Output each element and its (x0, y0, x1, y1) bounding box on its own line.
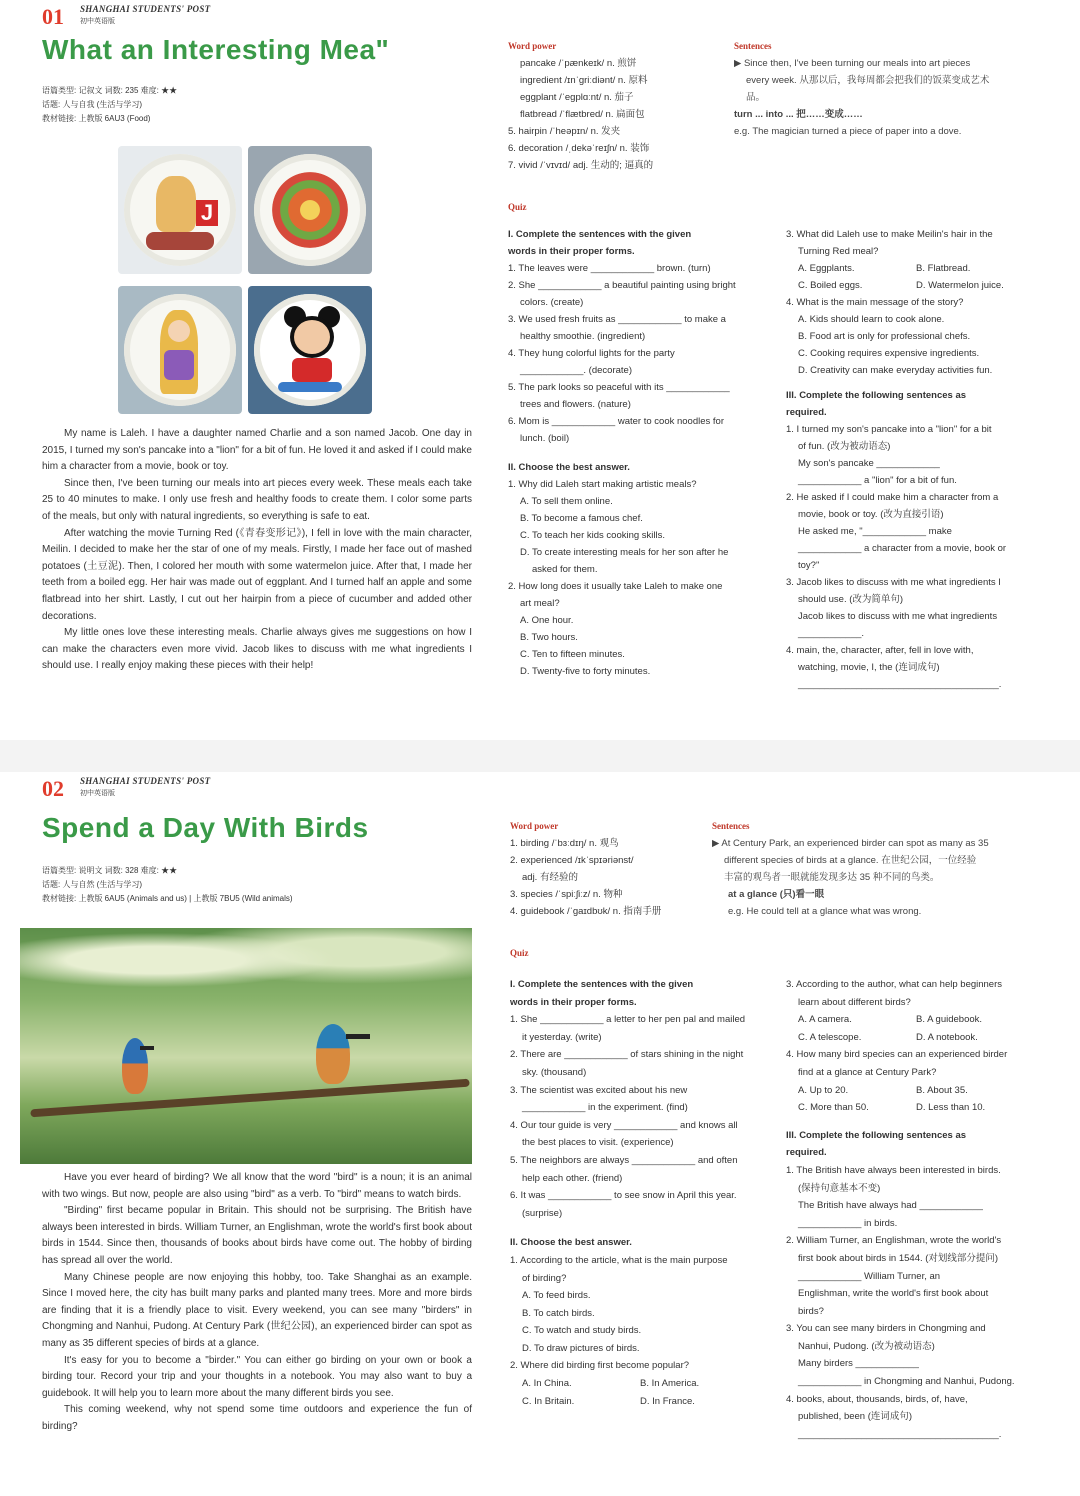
publication-subtitle: 初中英语版 (80, 18, 115, 25)
quiz-col-1: I. Complete the sentences with the given words in their proper forms. 1. She ____________ a letter to her pen pal and mailed it yesterday. (write) 2. There are ____________ of stars shining in the night sky. (thousand) 3. The scientist was excited about his new ____________ in the experiment. (find) 4. Our tour guide is very ____________ and knows all the best places to visit. (experience) 5. The neighbors are always ____________ and often help each other. (friend) 6. It was ____________ to see snow in April this year. (surprise) II. Choose the best answer. 1. According to the article, what is the main purpose of birding? A. To feed birds. B. To catch birds. C. To watch and study birds. D. To draw pictures of birds. 2. Where did birding first become popular? A. In China. B. In America. C. In Britain. D. In France. (510, 979, 746, 1407)
sentences: Sentences ▶ Since then, I've been turning our meals into art pieces every week. 从那以后，我每周都会把我们的饭菜变成艺术 品。 turn ... into ... 把……变成…… e.g. The magician turned a piece of paper into a dove. (734, 41, 990, 137)
article-meta: 语篇类型: 记叙文 词数: 235 难度: ★★ 话题: 人与自我 (生活与学习) 教材链接: 上教版 6AU3 (Food) (42, 86, 178, 123)
quiz-col-2: 3. According to the author, what can help beginners learn about different birds? A. A camera. B. A guidebook. C. A telescope. D. A notebook. 4. How many bird species can an experienced birder find at a glance at Century Park? A. Up to 20. B. About 35. C. More than 50. D. Less than 10. III. Complete the following sentences as required. 1. The British have always been interested in birds. (保持句意基本不变) The British have always had ____________ ____________ in birds. 2. William Turner, an Englishman, wrote the world's first book about birds in 1544. (对划线部分提问) ____________ William Turner, an Englishman, write the world's first book about birds? 3. You can see many birders in Chongming and Nanhui, Pudong. (改为被动语态) Many birders ____________ ____________ in Chongming and Nanhui, Pudong. 4. books, about, thousands, birds, of, have, published, been (连词成句) ______________________________________. (786, 979, 1015, 1440)
quiz-label: Quiz (510, 948, 529, 958)
article-body: Have you ever heard of birding? We all know that the word "bird" is a noun; it is an animal with two wings. But now, people are also using "bird" as a verb. To "bird" means to watch birds. "Birding" first became popular in Britain. This should not be surprising. The British have always been interested in birds. William Turner, an Englishman, wrote the world's first book about birds in 1544. Since then, thousands of books about birds have come out. The hobby of birding has spread all over the world. Many Chinese people are now enjoying this hobby, too. Take Shanghai as an example. Since I moved here, the city has built many parks and planted many trees. More and more birds are finding that it is a friendly place to visit. Every weekend, you can see many "birders" in Chongming and Nanhui, Pudong. At Century Park (世纪公园), an experienced birder can spot as many as 35 different species of birds at a glance. It's easy for you to become a "birder." You can either go birding on your own or book a birding tour. Record your trip and your thoughts in a notebook. You may also want to buy a guidebook. It will help you to learn more about the many different birds you see. This coming weekend, why not spend some time outdoors and experience the fun of birding? (42, 1172, 472, 1432)
page-2 (0, 772, 1080, 1496)
food-photo-mickey (248, 286, 372, 414)
article-meta: 语篇类型: 说明文 词数: 328 难度: ★★ 话题: 人与自然 (生活与学习) 教材链接: 上教版 6AU5 (Animals and us) | 上教版 7BU5 (Wild animals) (42, 866, 293, 903)
kingfisher-photo (20, 928, 472, 1164)
publication-name: SHANGHAI STUDENTS' POST (80, 776, 211, 786)
page-number: 01 (42, 4, 64, 29)
sentences: Sentences ▶ At Century Park, an experienced birder can spot as many as 35 different species of birds at a glance. 在世纪公园，一位经验 丰富的观鸟者一眼就能发现多达 35 种不同的鸟类。 at a glance (只)看一眼 e.g. He could tell at a glance what was wrong. (712, 821, 989, 917)
food-photo-rapunzel (118, 286, 242, 414)
quiz-col-2: 3. What did Laleh use to make Meilin's hair in the Turning Red meal? A. Eggplants. B. Flatbread. C. Boiled eggs. D. Watermelon juice. 4. What is the main message of the story? A. Kids should learn to cook alone. B. Food art is only for professional chefs. C. Cooking requires expensive ingredients. D. Creativity can make everyday activities fun. III. Complete the following sentences as required. 1. I turned my son's pancake into a "lion" for a bit of fun. (改为被动语态) My son's pancake ____________ ____________ a "lion" for a bit of fun. 2. He asked if I could make him a character from a movie, book or toy. (改为直接引语) He asked me, "____________ make ____________ a character from a movie, book or toy?" 3. Jacob likes to discuss with me what ingredients I should use. (改为简单句) Jacob likes to discuss with me what ingredients ____________. 4. main, the, character, after, fell in love with, watching, movie, I, the (连词成句) ______________________________________. (786, 229, 1007, 690)
food-art-photos (118, 146, 368, 416)
page-1 (0, 0, 1080, 740)
article-title: Spend a Day With Birds (42, 812, 369, 843)
page-gap (0, 740, 1080, 772)
quiz-label: Quiz (508, 202, 527, 212)
food-photo-flower (248, 146, 372, 274)
publication-name: SHANGHAI STUDENTS' POST (80, 4, 211, 14)
article-body: My name is Laleh. I have a daughter named Charlie and a son named Jacob. One day in 2015, I turned my son's pancake into a "lion" for a bit of fun. He loved it and asked if I could make him a character from a movie, book or toy. Since then, I've been turning our meals into art pieces every week. These meals each take 25 to 40 minutes to make. I only use fresh and healthy foods to create them. I color some parts of the meals, but only with natural ingredients, so everything is safe to eat. After watching the movie Turning Red (《青春变形记》), I fell in love with the main character, Meilin. I decided to make her the star of one of my meals. Firstly, I made her face out of mashed potatoes (土豆泥). Then, I colored her mouth with some watermelon juice. After that, I made her teeth from a boiled egg. Her hair was made out of eggplant. And I turned half an apple and some flatbread into her shirt. Lastly, I cut out her hairpin from a piece of cucumber and added other decorations. My little ones love these interesting meals. Charlie always gives me suggestions on how I can make the characters even more vivid. Jacob likes to discuss with me what ingredients I should use. I really enjoy making these pieces with their help! (42, 428, 472, 672)
quiz-col-1: I. Complete the sentences with the given words in their proper forms. 1. The leaves were ____________ brown. (turn) 2. She ____________ a beautiful painting using bright colors. (create) 3. We used fresh fruits as ____________ to make a healthy smoothie. (ingredient) 4. They hung colorful lights for the party ____________. (decorate) 5. The park looks so peaceful with its ____________ trees and flowers. (nature) 6. Mom is ____________ water to cook noodles for lunch. (boil) II. Choose the best answer. 1. Why did Laleh start making artistic meals? A. To sell them online. B. To become a famous chef. C. To teach her kids cooking skills. D. To create interesting meals for her son after he asked for them. 2. How long does it usually take Laleh to make one art meal? A. One hour. B. Two hours. C. Ten to fifteen minutes. D. Twenty-five to forty minutes. (508, 229, 736, 677)
publication-subtitle: 初中英语版 (80, 790, 115, 797)
food-photo-starfish: J (118, 146, 242, 274)
word-power: Word power pancake /ˈpænkeɪk/ n. 煎饼 ingredient /ɪnˈɡriːdiənt/ n. 原料 eggplant /ˈeɡplɑːnt/ n. 茄子 flatbread /ˈflætbred/ n. 扁面包 5. hairpin /ˈheəpɪn/ n. 发夹 6. decoration /ˌdekəˈreɪʃn/ n. 装饰 7. vivid /ˈvɪvɪd/ adj. 生动的; 逼真的 (508, 41, 654, 171)
article-title: What an Interesting Mea" (42, 34, 390, 65)
word-power: Word power 1. birding /ˈbɜːdɪŋ/ n. 观鸟 2. experienced /ɪkˈspɪəriənst/ adj. 有经验的 3. species /ˈspiːʃiːz/ n. 物种 4. guidebook /ˈɡaɪdbʊk/ n. 指南手册 (510, 821, 662, 917)
page-number: 02 (42, 776, 64, 801)
